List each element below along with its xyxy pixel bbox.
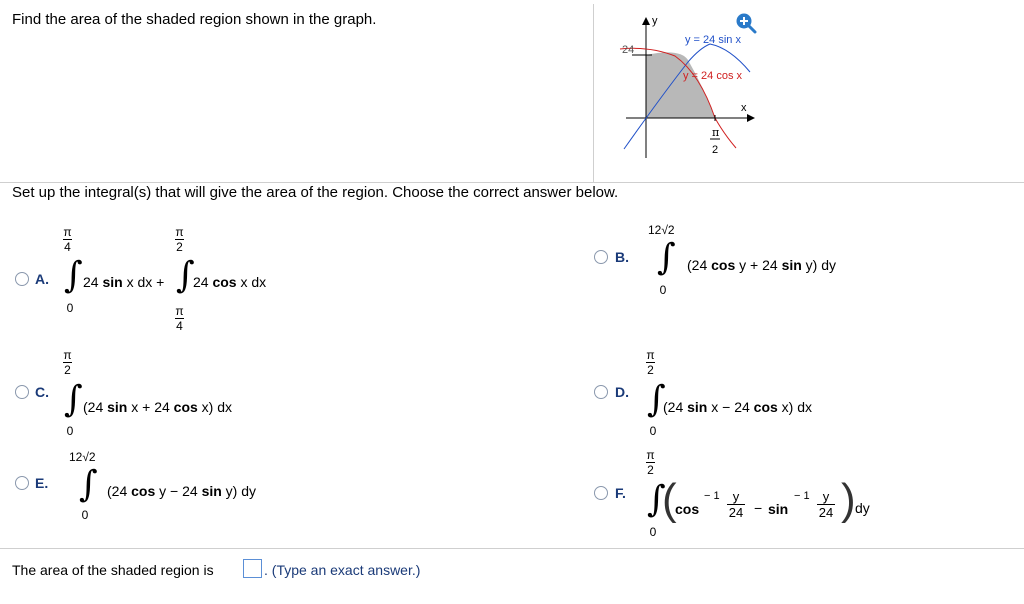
answer-input[interactable] bbox=[243, 559, 262, 578]
integral-sign: ∫ bbox=[176, 255, 195, 296]
option-e-lower: 0 bbox=[81, 508, 89, 522]
shaded-region bbox=[646, 52, 715, 118]
answer-suffix: . (Type an exact answer.) bbox=[264, 562, 421, 578]
option-f-letter: F. bbox=[615, 485, 626, 501]
option-a-letter: A. bbox=[35, 271, 49, 287]
option-b-upper: 12√2 bbox=[648, 223, 675, 237]
y-tick-label: 24 bbox=[622, 44, 635, 56]
option-a-expression-2: 24 cos x dx bbox=[193, 274, 267, 290]
option-f-frac-2: y 24 bbox=[818, 489, 834, 520]
pi-half-num: π bbox=[712, 126, 720, 139]
zoom-icon[interactable] bbox=[735, 12, 757, 34]
y-axis-arrow bbox=[642, 17, 650, 25]
option-b-radio[interactable] bbox=[594, 250, 608, 264]
option-c-letter: C. bbox=[35, 384, 49, 400]
answer-divider bbox=[0, 548, 1024, 549]
option-f-exp-2: − 1 bbox=[794, 490, 810, 502]
option-d-radio[interactable] bbox=[594, 385, 608, 399]
option-c-lower: 0 bbox=[66, 424, 74, 438]
integral-sign: ∫ bbox=[647, 379, 666, 420]
option-a-int1-lower: 0 bbox=[66, 301, 74, 315]
option-a-expression: 24 sin x dx + bbox=[83, 274, 165, 290]
option-f-sin: sin bbox=[768, 501, 789, 517]
right-paren: ) bbox=[841, 475, 856, 524]
graph-divider bbox=[593, 4, 594, 182]
option-d-letter: D. bbox=[615, 384, 629, 400]
option-d-lower: 0 bbox=[649, 424, 657, 438]
option-b-expression: (24 cos y + 24 sin y) dy bbox=[687, 257, 837, 273]
option-c-expression: (24 sin x + 24 cos x) dx bbox=[83, 399, 233, 415]
y-axis-label: y bbox=[652, 15, 658, 27]
left-paren: ( bbox=[662, 475, 677, 524]
graph bbox=[600, 8, 800, 178]
pi-half-den: 2 bbox=[712, 144, 719, 156]
option-f-radio[interactable] bbox=[594, 486, 608, 500]
option-c-radio[interactable] bbox=[15, 385, 29, 399]
option-a-radio[interactable] bbox=[15, 272, 29, 286]
option-f-exp-1: − 1 bbox=[704, 490, 720, 502]
header-divider bbox=[0, 182, 1024, 183]
option-d-upper: π 2 bbox=[646, 348, 655, 377]
option-e-radio[interactable] bbox=[15, 476, 29, 490]
question-text: Find the area of the shaded region shown in the graph. bbox=[12, 11, 377, 28]
option-f-cos: cos bbox=[675, 501, 700, 517]
option-a-int2-upper: π 2 bbox=[175, 225, 184, 254]
option-b-letter: B. bbox=[615, 249, 629, 265]
option-e-upper: 12√2 bbox=[69, 450, 96, 464]
integral-sign: ∫ bbox=[79, 464, 98, 505]
integral-sign: ∫ bbox=[64, 379, 83, 420]
option-d-expression: (24 sin x − 24 cos x) dx bbox=[663, 399, 813, 415]
option-f-upper: π 2 bbox=[646, 448, 655, 477]
answer-prefix: The area of the shaded region is bbox=[12, 562, 214, 578]
option-a-int1-upper: π 4 bbox=[63, 225, 72, 254]
option-a-int2-lower: π 4 bbox=[175, 304, 184, 333]
option-e-letter: E. bbox=[35, 475, 49, 491]
option-f-lower: 0 bbox=[649, 525, 657, 539]
option-f-dy: dy bbox=[855, 500, 870, 516]
integral-sign: ∫ bbox=[657, 237, 676, 278]
cos-label: y = 24 cos x bbox=[683, 70, 743, 82]
x-axis-arrow bbox=[747, 114, 755, 122]
x-axis-label: x bbox=[741, 102, 747, 114]
option-b-lower: 0 bbox=[659, 283, 667, 297]
sin-label: y = 24 sin x bbox=[685, 34, 741, 46]
option-f-frac-1: y 24 bbox=[728, 489, 744, 520]
integral-sign: ∫ bbox=[647, 479, 666, 520]
instruction-text: Set up the integral(s) that will give the area of the region. Choose the correct answer below. bbox=[12, 184, 619, 201]
option-c-upper: π 2 bbox=[63, 348, 72, 377]
option-e-expression: (24 cos y − 24 sin y) dy bbox=[107, 483, 257, 499]
integral-sign: ∫ bbox=[64, 255, 83, 296]
option-f-minus: − bbox=[754, 500, 763, 516]
